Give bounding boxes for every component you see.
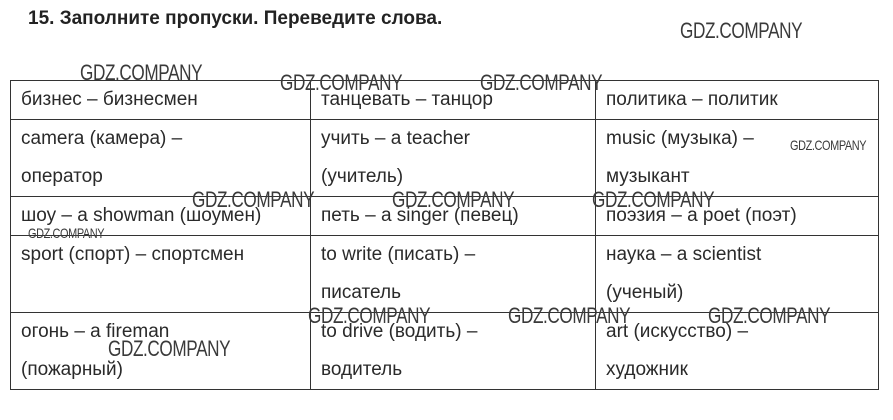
table-cell: наука – a scientist (ученый): [596, 236, 879, 313]
watermark: GDZ.COMPANY: [508, 303, 631, 328]
watermark: GDZ.COMPANY: [108, 336, 231, 361]
watermark: GDZ.COMPANY: [480, 70, 603, 95]
table-row: [11, 81, 879, 120]
table-cell: art (искусство) – художник: [596, 313, 879, 390]
watermark: GDZ.COMPANY: [80, 60, 203, 85]
table-cell: учить – a teacher (учитель): [311, 120, 596, 197]
table-cell: бизнес – бизнесмен: [11, 81, 311, 120]
table-cell: огонь – a fireman (пожарный): [11, 313, 311, 390]
table-row: [11, 197, 879, 236]
table-cell: camera (камера) – оператор: [11, 120, 311, 197]
table-cell: политика – политик: [596, 81, 879, 120]
table-row: [11, 236, 879, 313]
table-cell: шоу – a showman (шоумен): [11, 197, 311, 236]
table-cell: поэзия – a poet (поэт): [596, 197, 879, 236]
watermark: GDZ.COMPANY: [592, 187, 715, 212]
word-table: [10, 80, 879, 390]
watermark: GDZ.COMPANY: [280, 70, 403, 95]
table-row: [11, 313, 879, 390]
exercise-heading: 15. Заполните пропуски. Переведите слова.: [28, 8, 443, 29]
watermark: GDZ.COMPANY: [708, 303, 831, 328]
watermark: GDZ.COMPANY: [28, 225, 105, 241]
table-cell: to drive (водить) – водитель: [311, 313, 596, 390]
table-cell: music (музыка) – музыкант: [596, 120, 879, 197]
watermark: GDZ.COMPANY: [308, 303, 431, 328]
table-cell: sport (спорт) – спортсмен: [11, 236, 311, 313]
watermark: GDZ.COMPANY: [680, 18, 803, 43]
table-cell: танцевать – танцор: [311, 81, 596, 120]
table-row: [11, 120, 879, 197]
watermark: GDZ.COMPANY: [192, 187, 315, 212]
watermark: GDZ.COMPANY: [790, 137, 867, 153]
table-cell: петь – a singer (певец): [311, 197, 596, 236]
table-cell: to write (писать) – писатель: [311, 236, 596, 313]
watermark: GDZ.COMPANY: [392, 187, 515, 212]
